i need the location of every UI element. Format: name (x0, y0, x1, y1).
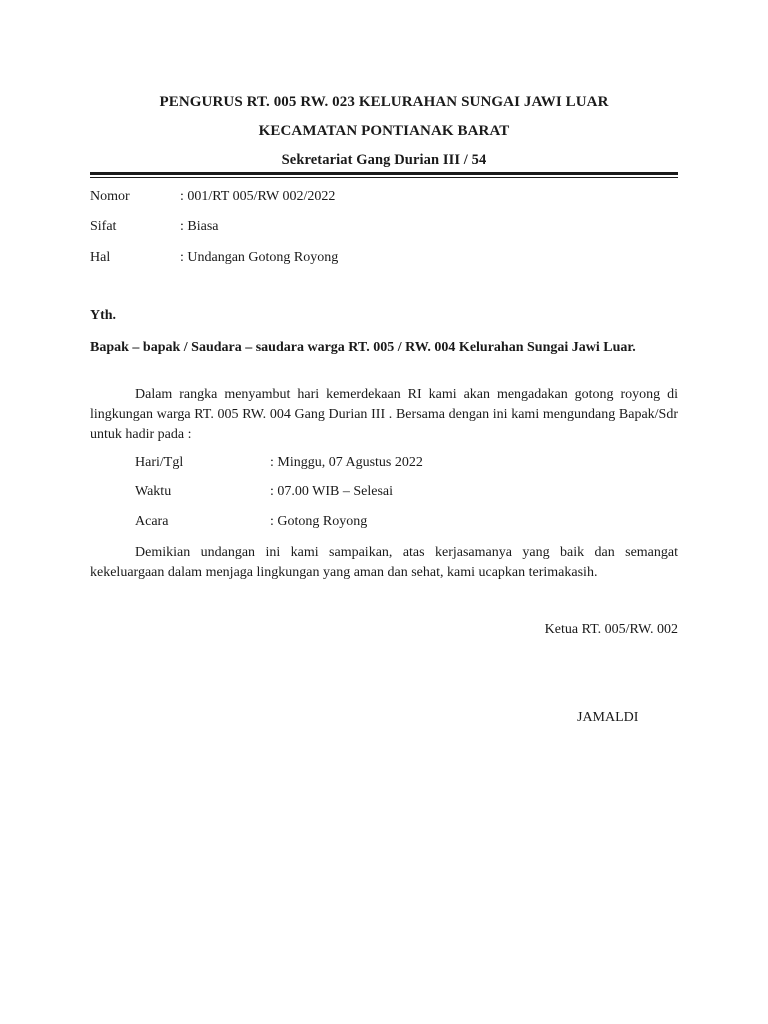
detail-waktu-label: Waktu (135, 484, 172, 499)
letterhead-divider-thick (90, 172, 678, 175)
detail-acara-row (135, 514, 678, 534)
detail-hari-label: Hari/Tgl (135, 455, 184, 470)
signature-title: Ketua RT. 005/RW. 002 (544, 622, 678, 637)
letterhead-divider-thin (90, 177, 678, 178)
meta-nomor-row (90, 189, 678, 209)
meta-hal-label: Hal (90, 250, 111, 265)
body-paragraph-1: Dalam rangka menyambut hari kemerdekaan RI kami akan mengadakan gotong royong di lingkungan warga RT. 005 RW. 004 Gang Durian III . Bersama dengan ini kami mengundang Bapak/Sdr untuk hadir pada : (90, 387, 678, 442)
meta-sifat-label: Sifat (90, 219, 117, 234)
detail-hari-value: : Minggu, 07 Agustus 2022 (270, 455, 423, 470)
signature-name: JAMALDI (577, 710, 639, 725)
letterhead-organization: PENGURUS RT. 005 RW. 023 KELURAHAN SUNGAI JAWI LUAR (159, 94, 609, 110)
detail-acara-value: : Gotong Royong (270, 514, 368, 529)
detail-hari-row (135, 455, 678, 475)
meta-sifat-row (90, 219, 678, 239)
addressee: Bapak – bapak / Saudara – saudara warga RT. 005 / RW. 004 Kelurahan Sungai Jawi Luar. (90, 340, 636, 355)
detail-waktu-value: : 07.00 WIB – Selesai (270, 484, 394, 499)
detail-acara-label: Acara (135, 514, 169, 529)
meta-nomor-value: : 001/RT 005/RW 002/2022 (180, 189, 336, 204)
salutation: Yth. (90, 308, 117, 323)
meta-hal-row (90, 250, 678, 270)
body-paragraph-2: Demikian undangan ini kami sampaikan, atas kerjasamanya yang baik dan semangat kekeluargaan dalam menjaga lingkungan yang aman dan sehat, kami ucapkan terimakasih. (90, 545, 678, 580)
meta-sifat-value: : Biasa (180, 219, 219, 234)
meta-nomor-label: Nomor (90, 189, 130, 204)
letterhead-district: KECAMATAN PONTIANAK BARAT (258, 123, 510, 139)
letterhead-secretariat: Sekretariat Gang Durian III / 54 (281, 152, 487, 168)
meta-hal-value: : Undangan Gotong Royong (180, 250, 339, 265)
detail-waktu-row (135, 484, 678, 504)
